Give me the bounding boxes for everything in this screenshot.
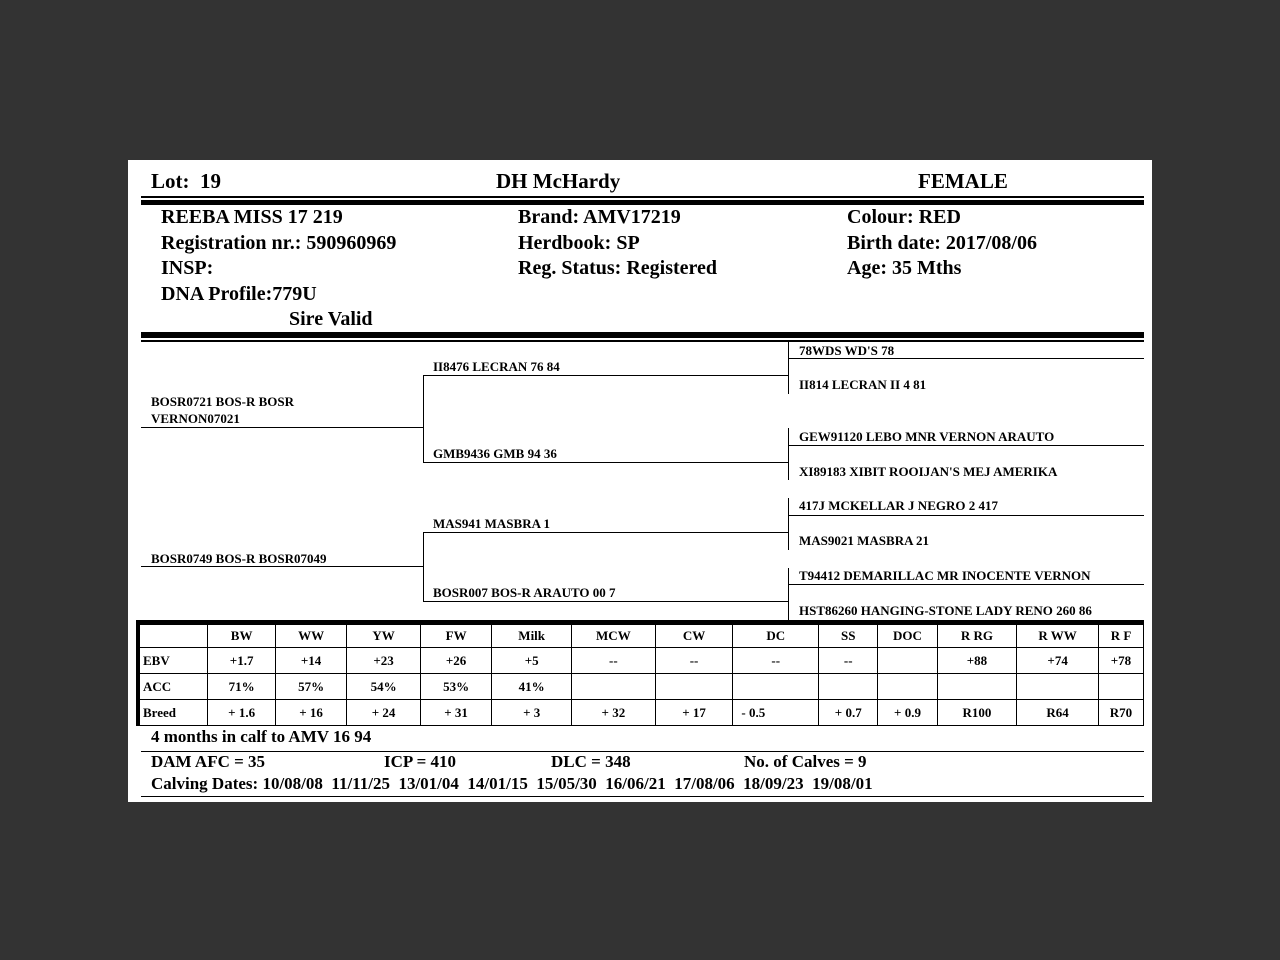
pedigree-ggp-1: 78WDS WD'S 78 bbox=[799, 343, 895, 358]
breed-cell: + 3 bbox=[492, 700, 572, 726]
pedigree-ggp-5: 417J MCKELLAR J NEGRO 2 417 bbox=[799, 498, 998, 513]
breed-cell: R70 bbox=[1098, 700, 1143, 726]
calving-dates: Calving Dates: 10/08/08 11/11/25 13/01/04 14/01/15 15/05/30 16/06/21 17/08/06 18/09/23 19/08/01 bbox=[151, 774, 873, 793]
no-of-calves: No. of Calves = 9 bbox=[744, 752, 867, 771]
ebv-col-header: MCW bbox=[572, 625, 656, 648]
pedigree-ggp-bracket-2 bbox=[788, 428, 789, 480]
acc-cell bbox=[1098, 674, 1143, 700]
pedigree-sire-sire: II8476 LECRAN 76 84 bbox=[433, 359, 560, 374]
breed-cell: R64 bbox=[1017, 700, 1099, 726]
animal-info-middle bbox=[518, 205, 717, 282]
pedigree-dam-dam: BOSR007 BOS-R ARAUTO 00 7 bbox=[433, 585, 616, 600]
ebv-col-header: FW bbox=[420, 625, 491, 648]
breed-cell: + 0.7 bbox=[819, 700, 878, 726]
pedigree-ggp-4: XI89183 XIBIT ROOIJAN'S MEJ AMERIKA bbox=[799, 464, 1058, 479]
colour: Colour: RED bbox=[847, 206, 961, 228]
acc-cell bbox=[733, 674, 819, 700]
pedigree-ggp-2: II814 LECRAN II 4 81 bbox=[799, 377, 927, 392]
pedigree-ggp-line-5 bbox=[788, 515, 1144, 516]
ebv-cell: +88 bbox=[937, 648, 1017, 674]
pedigree-sd-line bbox=[423, 462, 788, 463]
insp-field: INSP: bbox=[161, 257, 214, 279]
breed-cell: + 0.9 bbox=[878, 700, 937, 726]
ebv-col-header: DC bbox=[733, 625, 819, 648]
pedigree-ggp-bracket-1 bbox=[788, 342, 789, 394]
ebv-col-header: CW bbox=[655, 625, 733, 648]
ebv-col-header: SS bbox=[819, 625, 878, 648]
acc-cell: 71% bbox=[208, 674, 275, 700]
ebv-cell: -- bbox=[655, 648, 733, 674]
ebv-col-header: WW bbox=[275, 625, 346, 648]
breed-cell: + 24 bbox=[347, 700, 421, 726]
reg-status: Reg. Status: Registered bbox=[518, 257, 718, 279]
pedigree-dam: BOSR0749 BOS-R BOSR07049 bbox=[151, 551, 327, 566]
pedigree-sire-dam: GMB9436 GMB 94 36 bbox=[433, 446, 557, 461]
pedigree-sire: BOSR0721 BOS-R BOSR VERNON07021 bbox=[151, 394, 295, 426]
ebv-cell: +5 bbox=[492, 648, 572, 674]
registration-number: Registration nr.: 590960969 bbox=[161, 231, 397, 254]
acc-cell bbox=[878, 674, 937, 700]
lot-card bbox=[128, 160, 1152, 802]
info-rule-thick bbox=[141, 332, 1144, 338]
breed-cell: + 16 bbox=[275, 700, 346, 726]
acc-cell: 53% bbox=[420, 674, 491, 700]
pedigree-ss-line bbox=[423, 375, 788, 376]
pedigree-ggp-bracket-4 bbox=[788, 568, 789, 620]
icp: ICP = 410 bbox=[384, 752, 457, 771]
footer-rule-2 bbox=[141, 796, 1144, 797]
acc-cell bbox=[819, 674, 878, 700]
ebv-cell: +23 bbox=[347, 648, 421, 674]
pedigree-dam-bracket bbox=[423, 532, 424, 602]
acc-cell: 54% bbox=[347, 674, 421, 700]
animal-info-left bbox=[161, 205, 396, 333]
acc-row-label: ACC bbox=[139, 674, 208, 700]
breeder-name: DH McHardy bbox=[496, 169, 621, 193]
pedigree-dd-line bbox=[423, 601, 788, 602]
pedigree-ggp-bracket-3 bbox=[788, 498, 789, 550]
ebv-row-label: EBV bbox=[139, 648, 208, 674]
breed-row-label: Breed bbox=[139, 700, 208, 726]
breed-cell: - 0.5 bbox=[733, 700, 819, 726]
dlc: DLC = 348 bbox=[551, 752, 631, 771]
pedigree-dam-line bbox=[141, 566, 423, 567]
pedigree-ds-line bbox=[423, 532, 788, 533]
footer-rule-1 bbox=[141, 751, 1144, 752]
age: Age: 35 Mths bbox=[847, 257, 962, 279]
ebv-col-header: R F bbox=[1098, 625, 1143, 648]
header-rule-thin bbox=[141, 196, 1144, 198]
animal-info-right bbox=[847, 205, 1037, 282]
sire-valid: Sire Valid bbox=[289, 308, 373, 330]
ebv-cell: -- bbox=[733, 648, 819, 674]
acc-cell bbox=[572, 674, 656, 700]
pedigree-dam-sire: MAS941 MASBRA 1 bbox=[433, 516, 551, 531]
breed-cell: + 32 bbox=[572, 700, 656, 726]
pedigree-sire-bracket bbox=[423, 375, 424, 463]
ebv-cell: -- bbox=[819, 648, 878, 674]
ebv-col-header: Milk bbox=[492, 625, 572, 648]
ebv-col-header: BW bbox=[208, 625, 275, 648]
breed-cell: + 31 bbox=[420, 700, 491, 726]
acc-cell: 57% bbox=[275, 674, 346, 700]
pedigree-ggp-7: T94412 DEMARILLAC MR INOCENTE VERNON bbox=[799, 568, 1091, 583]
ebv-cell bbox=[878, 648, 937, 674]
pedigree-ggp-line-7 bbox=[788, 584, 1144, 585]
herdbook: Herdbook: SP bbox=[518, 231, 640, 254]
ebv-row bbox=[139, 648, 1144, 674]
dna-profile: DNA Profile:779U bbox=[161, 282, 317, 305]
sex-label: FEMALE bbox=[918, 169, 1008, 193]
pedigree-ggp-3: GEW91120 LEBO MNR VERNON ARAUTO bbox=[799, 429, 1055, 444]
pedigree-ggp-8: HST86260 HANGING-STONE LADY RENO 260 86 bbox=[799, 603, 1092, 618]
ebv-col-header: YW bbox=[347, 625, 421, 648]
calf-note: 4 months in calf to AMV 16 94 bbox=[151, 727, 372, 746]
lot-label: Lot: bbox=[151, 169, 190, 193]
pedigree-ggp-6: MAS9021 MASBRA 21 bbox=[799, 533, 930, 548]
ebv-col-header: DOC bbox=[878, 625, 937, 648]
ebv-col-header bbox=[139, 625, 208, 648]
ebv-cell: +1.7 bbox=[208, 648, 275, 674]
pedigree-ggp-line-3 bbox=[788, 445, 1144, 446]
breed-cell: R100 bbox=[937, 700, 1017, 726]
animal-name: REEBA MISS 17 219 bbox=[161, 206, 343, 228]
ebv-cell: +78 bbox=[1098, 648, 1143, 674]
lot-heading bbox=[151, 169, 221, 194]
ebv-cell: -- bbox=[572, 648, 656, 674]
acc-cell bbox=[1017, 674, 1099, 700]
breed-cell: + 17 bbox=[655, 700, 733, 726]
ebv-col-header: R RG bbox=[937, 625, 1017, 648]
breed-cell: + 1.6 bbox=[208, 700, 275, 726]
breed-row bbox=[139, 700, 1144, 726]
ebv-cell: +14 bbox=[275, 648, 346, 674]
pedigree-sire-line bbox=[141, 427, 423, 428]
acc-cell bbox=[937, 674, 1017, 700]
ebv-col-header: R WW bbox=[1017, 625, 1099, 648]
ebv-cell: +74 bbox=[1017, 648, 1099, 674]
dam-afc: DAM AFC = 35 bbox=[151, 752, 266, 771]
pedigree-ggp-line-1 bbox=[788, 358, 1144, 359]
ebv-header-row bbox=[139, 625, 1144, 648]
lot-number: 19 bbox=[200, 169, 221, 193]
birth-date: Birth date: 2017/08/06 bbox=[847, 231, 1037, 254]
acc-cell: 41% bbox=[492, 674, 572, 700]
info-rule-thin bbox=[141, 340, 1144, 342]
acc-cell bbox=[655, 674, 733, 700]
acc-row bbox=[139, 674, 1144, 700]
ebv-cell: +26 bbox=[420, 648, 491, 674]
brand: Brand: AMV17219 bbox=[518, 206, 681, 228]
ebv-table bbox=[138, 624, 1144, 726]
